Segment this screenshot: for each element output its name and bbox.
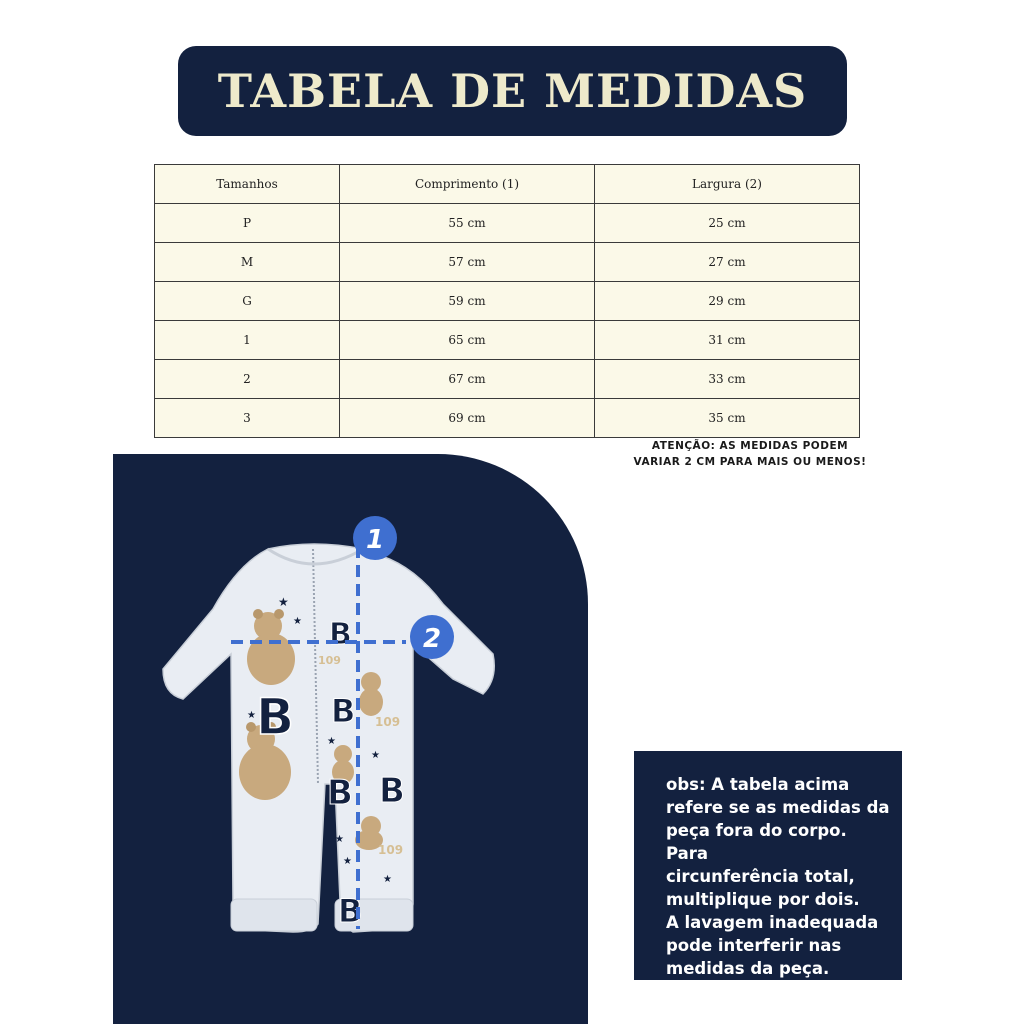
warning-line: ATENÇÃO: AS MEDIDAS PODEM [651,440,849,452]
note-line: A lavagem inadequada [666,913,879,932]
size-cell: M [155,243,340,282]
svg-text:★: ★ [335,834,344,845]
svg-text:★: ★ [371,750,380,761]
length-cell: 55 cm [340,204,595,243]
width-cell: 33 cm [595,360,860,399]
letter-b-print: B [329,617,352,652]
size-cell: P [155,204,340,243]
table-row [155,360,860,399]
romper-diagram [113,454,588,1024]
width-cell: 25 cm [595,204,860,243]
column-header-width: Largura (2) [595,165,860,204]
number-print: 109 [378,843,404,857]
svg-text:★: ★ [343,856,352,867]
title-banner [178,46,847,136]
width-marker [410,615,454,659]
table-row [155,243,860,282]
letter-b-print: B [256,688,295,746]
length-cell: 69 cm [340,399,595,438]
size-table [154,164,860,438]
table-row [155,399,860,438]
width-cell: 29 cm [595,282,860,321]
note-line: refere se as medidas da [666,798,890,817]
letter-b-print: B [331,692,356,730]
size-cell: 3 [155,399,340,438]
svg-text:★: ★ [327,736,336,747]
number-print: 109 [375,715,401,729]
svg-text:★: ★ [247,710,256,721]
length-cell: 67 cm [340,360,595,399]
table-header-row [155,165,860,204]
note-line: circunferência total, [666,867,855,886]
observation-note [634,751,902,980]
note-line: pode interferir nas [666,936,842,955]
note-line: multiplique por dois. [666,890,860,909]
length-marker [353,516,397,560]
bear-icon [359,672,383,716]
length-cell: 59 cm [340,282,595,321]
size-cell: 2 [155,360,340,399]
size-cell: 1 [155,321,340,360]
column-header-length: Comprimento (1) [340,165,595,204]
letter-b-print: B [327,773,353,813]
width-cell: 35 cm [595,399,860,438]
table-row [155,282,860,321]
length-marker-label: 1 [365,525,385,555]
tolerance-warning [600,438,900,470]
note-line: obs: A tabela acima [666,775,850,794]
table-row [155,204,860,243]
svg-text:★: ★ [278,595,289,609]
column-header-size: Tamanhos [155,165,340,204]
size-cell: G [155,282,340,321]
svg-text:★: ★ [383,874,392,885]
warning-line: VARIAR 2 CM PARA MAIS OU MENOS! [633,456,867,468]
letter-b-print: B [338,892,363,930]
note-line: medidas da peça. [666,959,830,978]
note-line: peça fora do corpo. Para [666,821,847,863]
width-cell: 31 cm [595,321,860,360]
romper-illustration [163,544,494,932]
length-cell: 57 cm [340,243,595,282]
width-marker-label: 2 [422,624,442,654]
page-title: TABELA DE MEDIDAS [217,64,808,118]
letter-b-print: B [379,771,405,811]
svg-text:★: ★ [293,616,302,627]
table-row [155,321,860,360]
width-cell: 27 cm [595,243,860,282]
number-print: 109 [318,654,341,667]
length-cell: 65 cm [340,321,595,360]
